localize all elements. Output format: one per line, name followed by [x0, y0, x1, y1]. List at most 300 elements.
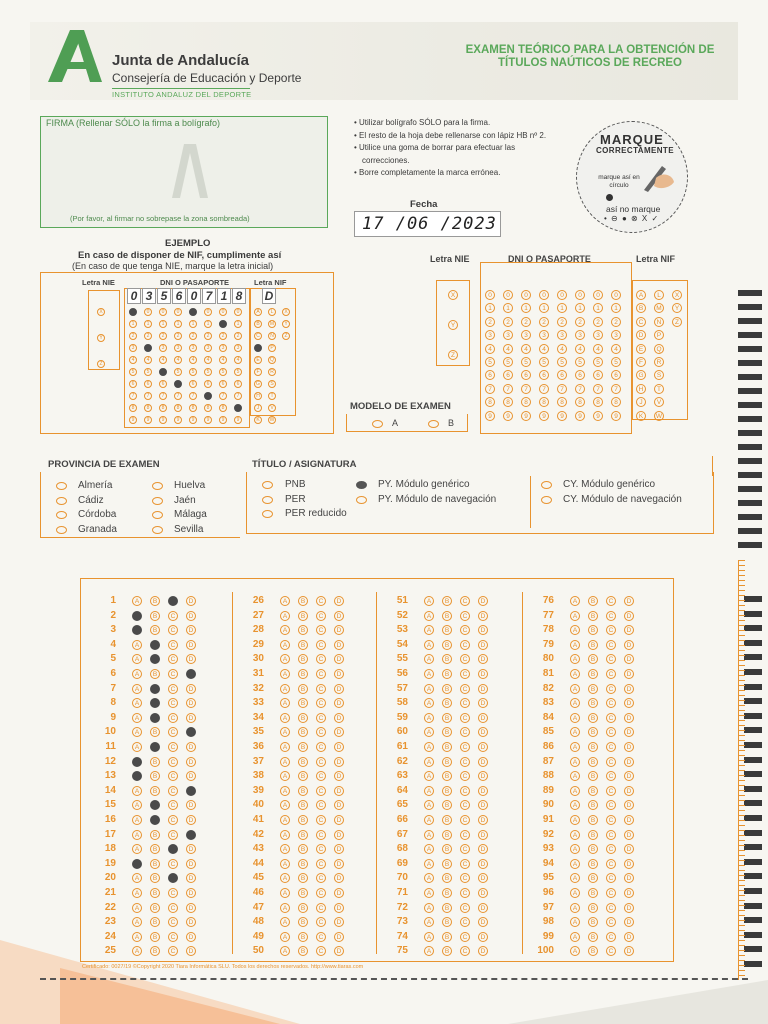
answer-bubble[interactable]: D	[334, 786, 344, 796]
answer-bubble[interactable]: C	[316, 786, 326, 796]
dni-bubble[interactable]: 7	[611, 384, 621, 394]
dni-bubble[interactable]: 2	[575, 317, 585, 327]
answer-bubble[interactable]: B	[298, 654, 308, 664]
answer-bubble[interactable]: B	[298, 815, 308, 825]
answer-bubble[interactable]	[150, 742, 160, 752]
answer-bubble[interactable]: D	[478, 844, 488, 854]
dni-bubble[interactable]: 6	[539, 370, 549, 380]
answer-bubble[interactable]: C	[316, 654, 326, 664]
answer-bubble[interactable]: B	[442, 596, 452, 606]
dni-bubble[interactable]: 4	[539, 344, 549, 354]
answer-bubble[interactable]: C	[316, 684, 326, 694]
answer-bubble[interactable]: C	[168, 903, 178, 913]
answer-bubble[interactable]: D	[186, 946, 196, 956]
answer-bubble[interactable]: D	[186, 654, 196, 664]
answer-bubble[interactable]: D	[334, 873, 344, 883]
answer-bubble[interactable]: D	[624, 917, 634, 927]
answer-bubble[interactable]: D	[624, 815, 634, 825]
answer-bubble[interactable]: B	[588, 654, 598, 664]
answer-bubble[interactable]: D	[334, 727, 344, 737]
answer-bubble[interactable]: A	[570, 903, 580, 913]
answer-bubble[interactable]: D	[624, 727, 634, 737]
answer-bubble[interactable]: C	[316, 903, 326, 913]
nif-bubble[interactable]: Y	[672, 303, 682, 313]
answer-bubble[interactable]: D	[334, 800, 344, 810]
nie-bubble[interactable]: Y	[448, 320, 458, 330]
answer-bubble[interactable]: A	[424, 727, 434, 737]
answer-bubble[interactable]: B	[298, 625, 308, 635]
answer-bubble[interactable]: B	[442, 611, 452, 621]
answer-bubble[interactable]: B	[588, 903, 598, 913]
answer-bubble[interactable]: B	[298, 669, 308, 679]
nif-bubble[interactable]: Q	[654, 344, 664, 354]
answer-bubble[interactable]	[132, 757, 142, 767]
answer-bubble[interactable]: A	[570, 698, 580, 708]
answer-bubble[interactable]: D	[478, 932, 488, 942]
answer-bubble[interactable]: D	[186, 903, 196, 913]
dni-bubble[interactable]: 2	[521, 317, 531, 327]
answer-bubble[interactable]: B	[298, 830, 308, 840]
answer-bubble[interactable]: C	[168, 859, 178, 869]
answer-bubble[interactable]: C	[606, 771, 616, 781]
answer-bubble[interactable]: B	[442, 800, 452, 810]
answer-bubble[interactable]: C	[460, 727, 470, 737]
title-radio[interactable]	[356, 496, 367, 504]
dni-bubble[interactable]: 0	[557, 290, 567, 300]
dni-bubble[interactable]: 4	[503, 344, 513, 354]
answer-bubble[interactable]: D	[624, 698, 634, 708]
answer-bubble[interactable]: A	[280, 596, 290, 606]
nif-bubble[interactable]: E	[636, 344, 646, 354]
answer-bubble[interactable]: B	[588, 596, 598, 606]
nif-bubble[interactable]: W	[655, 412, 663, 420]
dni-bubble[interactable]: 6	[503, 370, 513, 380]
answer-bubble[interactable]: B	[150, 873, 160, 883]
answer-bubble[interactable]: D	[624, 888, 634, 898]
answer-bubble[interactable]: A	[280, 844, 290, 854]
answer-bubble[interactable]: B	[442, 932, 452, 942]
answer-bubble[interactable]: A	[570, 932, 580, 942]
dni-bubble[interactable]: 5	[503, 357, 513, 367]
answer-bubble[interactable]: C	[168, 757, 178, 767]
answer-bubble[interactable]: B	[588, 640, 598, 650]
answer-bubble[interactable]: C	[316, 596, 326, 606]
answer-bubble[interactable]: B	[298, 698, 308, 708]
answer-bubble[interactable]: C	[316, 859, 326, 869]
answer-bubble[interactable]: C	[168, 698, 178, 708]
answer-bubble[interactable]: A	[570, 654, 580, 664]
answer-bubble[interactable]: C	[168, 786, 178, 796]
answer-bubble[interactable]: B	[588, 742, 598, 752]
answer-bubble[interactable]: C	[460, 669, 470, 679]
answer-bubble[interactable]: A	[280, 830, 290, 840]
answer-bubble[interactable]: A	[132, 640, 142, 650]
answer-bubble[interactable]: B	[588, 932, 598, 942]
nif-bubble[interactable]: X	[672, 290, 682, 300]
answer-bubble[interactable]: C	[606, 815, 616, 825]
answer-bubble[interactable]: B	[298, 757, 308, 767]
answer-bubble[interactable]: B	[298, 596, 308, 606]
dni-bubble[interactable]: 3	[593, 330, 603, 340]
answer-bubble[interactable]: B	[588, 815, 598, 825]
answer-bubble[interactable]: B	[442, 742, 452, 752]
dni-bubble[interactable]: 0	[593, 290, 603, 300]
answer-bubble[interactable]: C	[316, 815, 326, 825]
dni-bubble[interactable]: 7	[575, 384, 585, 394]
answer-bubble[interactable]: A	[132, 698, 142, 708]
answer-bubble[interactable]: A	[570, 888, 580, 898]
answer-bubble[interactable]: B	[298, 932, 308, 942]
dni-bubble[interactable]: 9	[575, 411, 585, 421]
answer-bubble[interactable]: A	[132, 786, 142, 796]
answer-bubble[interactable]: C	[168, 742, 178, 752]
answer-bubble[interactable]: C	[168, 727, 178, 737]
nif-bubble[interactable]: N	[654, 317, 664, 327]
dni-bubble[interactable]: 2	[503, 317, 513, 327]
answer-bubble[interactable]: A	[424, 771, 434, 781]
answer-bubble[interactable]: A	[570, 757, 580, 767]
answer-bubble[interactable]: D	[186, 684, 196, 694]
answer-bubble[interactable]: D	[334, 771, 344, 781]
answer-bubble[interactable]: C	[460, 640, 470, 650]
answer-bubble[interactable]: A	[424, 800, 434, 810]
nif-bubble[interactable]: V	[654, 397, 664, 407]
answer-bubble[interactable]: C	[460, 873, 470, 883]
dni-bubble[interactable]: 2	[485, 317, 495, 327]
dni-bubble[interactable]: 0	[503, 290, 513, 300]
dni-bubble[interactable]: 5	[611, 357, 621, 367]
answer-bubble[interactable]: C	[316, 698, 326, 708]
title-radio[interactable]	[356, 481, 367, 489]
answer-bubble[interactable]: D	[478, 698, 488, 708]
answer-bubble[interactable]: D	[478, 946, 488, 956]
answer-bubble[interactable]: D	[334, 888, 344, 898]
answer-bubble[interactable]: D	[334, 742, 344, 752]
dni-bubble[interactable]: 1	[503, 303, 513, 313]
answer-bubble[interactable]: C	[460, 859, 470, 869]
answer-bubble[interactable]: A	[570, 771, 580, 781]
answer-bubble[interactable]: A	[280, 757, 290, 767]
answer-bubble[interactable]: A	[424, 742, 434, 752]
answer-bubble[interactable]: D	[334, 903, 344, 913]
answer-bubble[interactable]: B	[298, 684, 308, 694]
answer-bubble[interactable]: C	[606, 713, 616, 723]
answer-bubble[interactable]: A	[132, 844, 142, 854]
answer-bubble[interactable]: A	[424, 888, 434, 898]
answer-bubble[interactable]: B	[442, 698, 452, 708]
answer-bubble[interactable]: A	[570, 946, 580, 956]
answer-bubble[interactable]: A	[280, 888, 290, 898]
answer-bubble[interactable]: D	[624, 873, 634, 883]
answer-bubble[interactable]: B	[150, 859, 160, 869]
title-radio[interactable]	[262, 510, 273, 518]
dni-bubble[interactable]: 2	[611, 317, 621, 327]
answer-bubble[interactable]: C	[316, 844, 326, 854]
answer-bubble[interactable]: C	[606, 903, 616, 913]
dni-bubble[interactable]: 8	[593, 397, 603, 407]
answer-bubble[interactable]: A	[280, 946, 290, 956]
dni-bubble[interactable]: 1	[575, 303, 585, 313]
answer-bubble[interactable]: B	[588, 771, 598, 781]
answer-bubble[interactable]: D	[334, 684, 344, 694]
answer-bubble[interactable]: C	[460, 917, 470, 927]
answer-bubble[interactable]: A	[570, 625, 580, 635]
answer-bubble[interactable]: B	[298, 771, 308, 781]
answer-bubble[interactable]: B	[298, 611, 308, 621]
dni-bubble[interactable]: 0	[485, 290, 495, 300]
answer-bubble[interactable]: B	[588, 917, 598, 927]
answer-bubble[interactable]: C	[316, 640, 326, 650]
dni-bubble[interactable]: 0	[611, 290, 621, 300]
answer-bubble[interactable]: B	[588, 830, 598, 840]
answer-bubble[interactable]: A	[424, 713, 434, 723]
answer-bubble[interactable]: C	[606, 800, 616, 810]
answer-bubble[interactable]: C	[168, 917, 178, 927]
answer-bubble[interactable]: C	[460, 611, 470, 621]
answer-bubble[interactable]: A	[570, 611, 580, 621]
dni-bubble[interactable]: 3	[503, 330, 513, 340]
dni-bubble[interactable]: 7	[593, 384, 603, 394]
answer-bubble[interactable]: C	[606, 684, 616, 694]
nif-bubble[interactable]: T	[654, 384, 664, 394]
dni-bubble[interactable]: 4	[557, 344, 567, 354]
answer-bubble[interactable]: A	[132, 815, 142, 825]
answer-bubble[interactable]: A	[424, 640, 434, 650]
answer-bubble[interactable]: A	[280, 625, 290, 635]
answer-bubble[interactable]: D	[186, 932, 196, 942]
answer-bubble[interactable]: C	[460, 815, 470, 825]
dni-bubble[interactable]: 6	[611, 370, 621, 380]
answer-bubble[interactable]: D	[624, 654, 634, 664]
dni-bubble[interactable]: 3	[611, 330, 621, 340]
dni-bubble[interactable]: 4	[593, 344, 603, 354]
title-radio[interactable]	[262, 496, 273, 504]
answer-bubble[interactable]: A	[280, 859, 290, 869]
answer-bubble[interactable]: D	[186, 800, 196, 810]
answer-bubble[interactable]: B	[442, 625, 452, 635]
answer-bubble[interactable]: D	[186, 611, 196, 621]
answer-bubble[interactable]: B	[298, 727, 308, 737]
answer-bubble[interactable]: A	[132, 903, 142, 913]
dni-bubble[interactable]: 4	[575, 344, 585, 354]
dni-bubble[interactable]: 8	[503, 397, 513, 407]
answer-bubble[interactable]: C	[606, 669, 616, 679]
answer-bubble[interactable]: B	[442, 684, 452, 694]
answer-bubble[interactable]: C	[168, 888, 178, 898]
title-radio[interactable]	[541, 481, 552, 489]
answer-bubble[interactable]: A	[132, 873, 142, 883]
dni-bubble[interactable]: 7	[485, 384, 495, 394]
answer-bubble[interactable]: A	[280, 727, 290, 737]
answer-bubble[interactable]: C	[460, 625, 470, 635]
answer-bubble[interactable]: D	[334, 946, 344, 956]
answer-bubble[interactable]: C	[460, 771, 470, 781]
answer-bubble[interactable]: A	[280, 742, 290, 752]
answer-bubble[interactable]: B	[150, 830, 160, 840]
answer-bubble[interactable]: C	[606, 946, 616, 956]
answer-bubble[interactable]: A	[570, 800, 580, 810]
title-radio[interactable]	[262, 481, 273, 489]
answer-bubble[interactable]: D	[624, 713, 634, 723]
answer-bubble[interactable]: A	[424, 654, 434, 664]
answer-bubble[interactable]: D	[186, 757, 196, 767]
answer-bubble[interactable]	[150, 640, 160, 650]
answer-bubble[interactable]: B	[588, 800, 598, 810]
answer-bubble[interactable]: A	[132, 713, 142, 723]
answer-bubble[interactable]: D	[478, 640, 488, 650]
answer-bubble[interactable]: A	[424, 698, 434, 708]
nie-bubble[interactable]: X	[448, 290, 458, 300]
answer-bubble[interactable]: A	[280, 932, 290, 942]
nif-bubble[interactable]: M	[654, 303, 664, 313]
answer-bubble[interactable]	[132, 611, 142, 621]
province-radio[interactable]	[56, 482, 67, 490]
answer-bubble[interactable]: C	[460, 684, 470, 694]
answer-bubble[interactable]: B	[150, 596, 160, 606]
answer-bubble[interactable]: D	[186, 917, 196, 927]
answer-bubble[interactable]: B	[298, 859, 308, 869]
answer-bubble[interactable]: A	[570, 640, 580, 650]
answer-bubble[interactable]: C	[316, 830, 326, 840]
answer-bubble[interactable]: B	[150, 669, 160, 679]
dni-bubble[interactable]: 1	[539, 303, 549, 313]
answer-bubble[interactable]	[168, 596, 178, 606]
answer-bubble[interactable]	[186, 669, 196, 679]
answer-bubble[interactable]: B	[588, 757, 598, 767]
answer-bubble[interactable]: C	[168, 654, 178, 664]
answer-bubble[interactable]: D	[478, 727, 488, 737]
answer-bubble[interactable]: C	[168, 684, 178, 694]
answer-bubble[interactable]: A	[424, 917, 434, 927]
answer-bubble[interactable]: B	[442, 844, 452, 854]
answer-bubble[interactable]: C	[316, 713, 326, 723]
dni-bubble[interactable]: 3	[539, 330, 549, 340]
nie-bubble[interactable]: Z	[448, 350, 458, 360]
answer-bubble[interactable]: D	[334, 859, 344, 869]
answer-bubble[interactable]: A	[570, 917, 580, 927]
answer-bubble[interactable]: D	[334, 669, 344, 679]
answer-bubble[interactable]: A	[570, 815, 580, 825]
answer-bubble[interactable]: B	[298, 640, 308, 650]
answer-bubble[interactable]: D	[186, 625, 196, 635]
answer-bubble[interactable]: C	[606, 742, 616, 752]
answer-bubble[interactable]: D	[478, 757, 488, 767]
dni-bubble[interactable]: 6	[485, 370, 495, 380]
answer-bubble[interactable]: A	[570, 669, 580, 679]
answer-bubble[interactable]: C	[168, 625, 178, 635]
answer-bubble[interactable]: A	[132, 742, 142, 752]
dni-bubble[interactable]: 1	[557, 303, 567, 313]
answer-bubble[interactable]: A	[570, 742, 580, 752]
answer-bubble[interactable]: A	[424, 757, 434, 767]
province-radio[interactable]	[56, 526, 67, 534]
answer-bubble[interactable]: D	[624, 640, 634, 650]
answer-bubble[interactable]: D	[624, 771, 634, 781]
dni-bubble[interactable]: 0	[539, 290, 549, 300]
answer-bubble[interactable]: A	[280, 698, 290, 708]
answer-bubble[interactable]: C	[460, 946, 470, 956]
answer-bubble[interactable]: C	[316, 742, 326, 752]
answer-bubble[interactable]: D	[186, 713, 196, 723]
answer-bubble[interactable]: A	[280, 800, 290, 810]
answer-bubble[interactable]: D	[624, 757, 634, 767]
answer-bubble[interactable]: B	[588, 698, 598, 708]
answer-bubble[interactable]: D	[186, 742, 196, 752]
answer-bubble[interactable]: D	[478, 800, 488, 810]
answer-bubble[interactable]: B	[150, 786, 160, 796]
answer-bubble[interactable]: D	[478, 917, 488, 927]
answer-bubble[interactable]: A	[132, 888, 142, 898]
answer-bubble[interactable]: D	[186, 771, 196, 781]
answer-bubble[interactable]: A	[570, 684, 580, 694]
answer-bubble[interactable]: C	[168, 611, 178, 621]
answer-bubble[interactable]: A	[570, 830, 580, 840]
answer-bubble[interactable]: D	[334, 698, 344, 708]
dni-bubble[interactable]: 2	[557, 317, 567, 327]
answer-bubble[interactable]: A	[424, 830, 434, 840]
dni-bubble[interactable]: 1	[485, 303, 495, 313]
answer-bubble[interactable]: C	[168, 771, 178, 781]
answer-bubble[interactable]: B	[588, 786, 598, 796]
nif-bubble[interactable]: L	[654, 290, 664, 300]
answer-bubble[interactable]: C	[168, 946, 178, 956]
answer-bubble[interactable]: B	[150, 844, 160, 854]
dni-bubble[interactable]: 3	[557, 330, 567, 340]
answer-bubble[interactable]: D	[186, 596, 196, 606]
dni-bubble[interactable]: 7	[557, 384, 567, 394]
answer-bubble[interactable]: B	[298, 786, 308, 796]
answer-bubble[interactable]: D	[334, 757, 344, 767]
model-a-radio[interactable]	[372, 420, 383, 428]
answer-bubble[interactable]: B	[150, 903, 160, 913]
answer-bubble[interactable]: C	[168, 669, 178, 679]
nif-bubble[interactable]: D	[636, 330, 646, 340]
answer-bubble[interactable]: B	[442, 669, 452, 679]
answer-bubble[interactable]: C	[606, 888, 616, 898]
answer-bubble[interactable]: A	[424, 859, 434, 869]
answer-bubble[interactable]: C	[460, 786, 470, 796]
province-radio[interactable]	[152, 511, 163, 519]
answer-bubble[interactable]: B	[150, 727, 160, 737]
answer-bubble[interactable]: C	[460, 698, 470, 708]
answer-bubble[interactable]: A	[280, 917, 290, 927]
answer-bubble[interactable]: D	[478, 830, 488, 840]
answer-bubble[interactable]: B	[298, 713, 308, 723]
dni-bubble[interactable]: 9	[593, 411, 603, 421]
answer-bubble[interactable]: D	[478, 713, 488, 723]
answer-bubble[interactable]: B	[298, 800, 308, 810]
answer-bubble[interactable]: C	[460, 830, 470, 840]
answer-bubble[interactable]: D	[334, 844, 344, 854]
answer-bubble[interactable]: A	[280, 786, 290, 796]
answer-bubble[interactable]: C	[168, 640, 178, 650]
answer-bubble[interactable]: A	[570, 859, 580, 869]
answer-bubble[interactable]: D	[624, 946, 634, 956]
answer-bubble[interactable]	[150, 684, 160, 694]
model-b-radio[interactable]	[428, 420, 439, 428]
answer-bubble[interactable]: D	[624, 830, 634, 840]
answer-bubble[interactable]: C	[168, 800, 178, 810]
answer-bubble[interactable]: A	[132, 669, 142, 679]
answer-bubble[interactable]: D	[186, 888, 196, 898]
nif-bubble[interactable]: A	[636, 290, 646, 300]
dni-bubble[interactable]: 6	[557, 370, 567, 380]
answer-bubble[interactable]: C	[316, 727, 326, 737]
answer-bubble[interactable]: A	[132, 946, 142, 956]
dni-bubble[interactable]: 3	[485, 330, 495, 340]
answer-bubble[interactable]: B	[442, 757, 452, 767]
dni-bubble[interactable]: 5	[557, 357, 567, 367]
